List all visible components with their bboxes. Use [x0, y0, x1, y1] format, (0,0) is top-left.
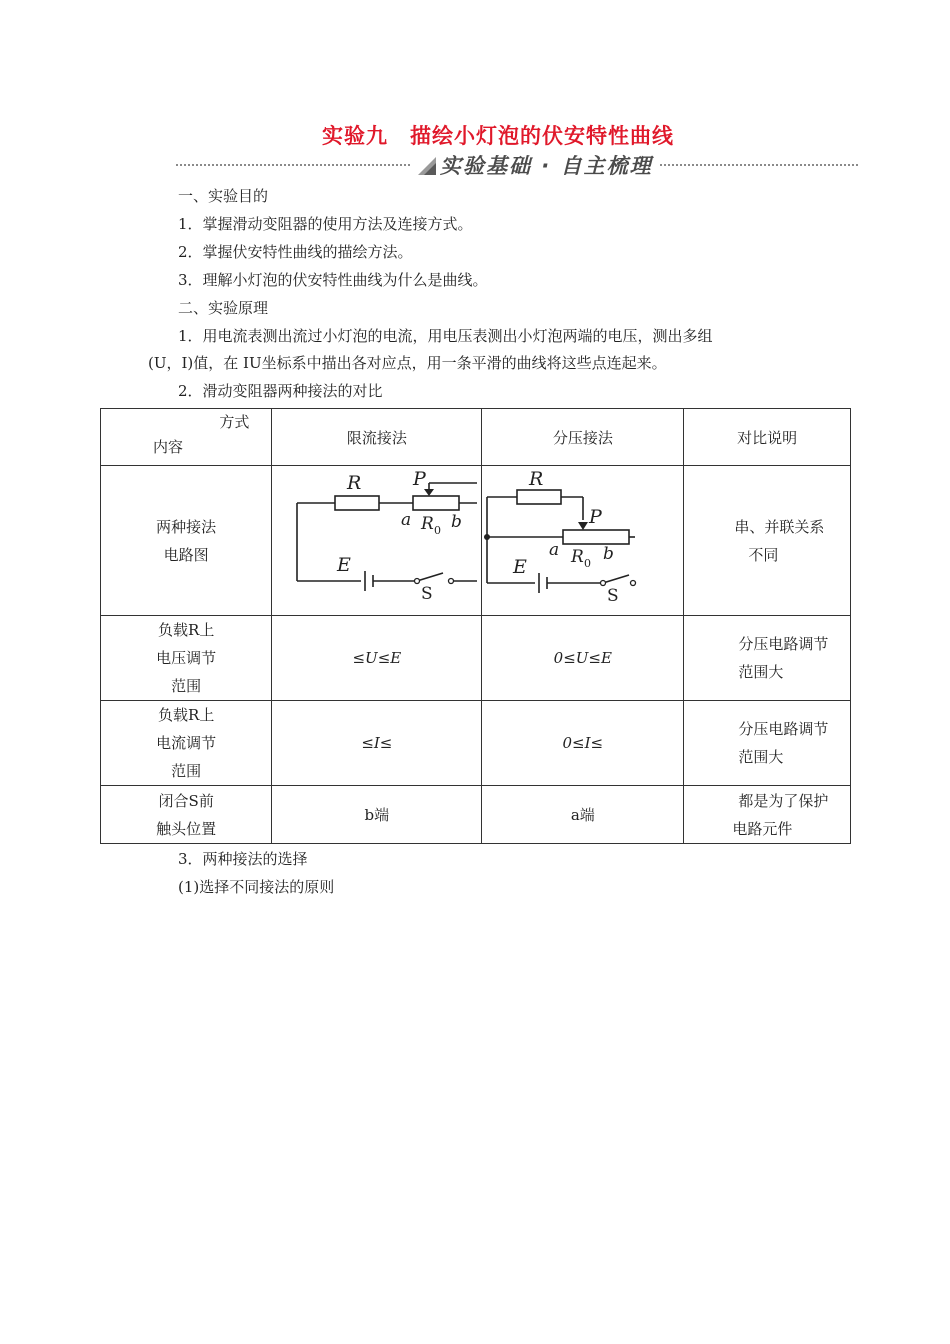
principle-item-1-line-2: (U，I)值，在 IU坐标系中描出各对应点，用一条平滑的曲线将这些点连起来。 [148, 354, 667, 372]
section-heading-purpose: 一、实验目的 [178, 187, 269, 205]
label-E-divider: E [512, 555, 527, 578]
label-R0-sub-divider: 0 [583, 556, 591, 570]
note-current-line-1: 分压电路调节 [738, 720, 829, 738]
header-current-limiting: 限流接法 [272, 409, 482, 466]
page-title: 实验九 描绘小灯泡的伏安特性曲线 [322, 123, 674, 148]
header-corner-cell [101, 409, 272, 466]
note-position-line-2: 电路元件 [732, 819, 793, 838]
note-current-range [684, 701, 851, 786]
section-heading-selection: 3．两种接法的选择 [178, 850, 308, 868]
voltage-divider-current-range: 0≤I≤ [482, 701, 684, 786]
banner-chevron-icon [418, 157, 436, 175]
voltage-divider-slider-position: a端 [482, 786, 684, 844]
header-corner-bottom: 内容 [153, 438, 184, 456]
label-S: S [420, 583, 433, 604]
row-label-circuit-line-2: 电路图 [163, 545, 209, 564]
label-S-divider: S [606, 585, 619, 606]
note-position-line-1: 都是为了保护 [738, 791, 829, 810]
selection-principle: (1)选择不同接法的原则 [178, 878, 335, 896]
label-b: b [450, 511, 462, 532]
voltage-divider-voltage-range: 0≤U≤E [482, 616, 684, 701]
current-limiting-slider-position: b端 [272, 786, 482, 844]
row-label-current-line-2: 电流调节 [156, 734, 217, 752]
purpose-item-2: 2．掌握伏安特性曲线的描绘方法。 [178, 243, 413, 261]
voltage-divider-circuit-cell [482, 466, 684, 616]
row-label-position-line-1: 闭合S前 [158, 791, 214, 810]
current-limiting-circuit-diagram [277, 469, 477, 609]
section-banner [176, 150, 858, 180]
label-R0-sub: 0 [433, 523, 441, 537]
label-a-divider: a [548, 539, 559, 560]
principle-item-2: 2．滑动变阻器两种接法的对比 [178, 382, 383, 400]
row-label-circuit-line-1: 两种接法 [156, 517, 217, 536]
note-circuit [684, 466, 851, 616]
row-label-current-line-1: 负载R上 [158, 706, 215, 724]
purpose-item-3: 3．理解小灯泡的伏安特性曲线为什么是曲线。 [178, 271, 488, 289]
label-R: R [346, 471, 362, 494]
row-label-voltage-line-3: 范围 [171, 677, 202, 695]
header-comparison: 对比说明 [684, 409, 851, 466]
row-label-current-range [101, 701, 272, 786]
label-R0: R [420, 513, 434, 534]
purpose-item-1: 1．掌握滑动变阻器的使用方法及连接方式。 [178, 215, 473, 233]
label-R-divider: R [528, 468, 544, 490]
comparison-table [100, 408, 851, 844]
label-a: a [400, 509, 411, 530]
row-label-voltage-line-1: 负载R上 [158, 621, 215, 639]
header-voltage-divider: 分压接法 [482, 409, 684, 466]
row-label-slider-position [101, 786, 272, 844]
voltage-divider-circuit-diagram [483, 469, 683, 609]
label-P-divider: P [588, 505, 602, 528]
note-circuit-line-1: 串、并联关系 [734, 517, 825, 536]
current-limiting-voltage-range: ≤U≤E [272, 616, 482, 701]
row-label-voltage-range [101, 616, 272, 701]
current-limiting-circuit-cell [272, 466, 482, 616]
note-slider-position [684, 786, 851, 844]
header-corner-top: 方式 [219, 413, 250, 431]
note-current-line-2: 范围大 [738, 748, 784, 766]
note-voltage-line-1: 分压电路调节 [738, 635, 829, 653]
banner-text: 实验基础 · 自主梳理 [440, 154, 653, 178]
row-label-position-line-2: 触头位置 [156, 819, 217, 838]
label-b-divider: b [602, 543, 614, 564]
current-limiting-current-range: ≤I≤ [272, 701, 482, 786]
row-label-voltage-line-2: 电压调节 [156, 649, 217, 667]
principle-item-1-line-1: 1．用电流表测出流过小灯泡的电流，用电压表测出小灯泡两端的电压，测出多组 [178, 327, 713, 345]
banner-label [412, 150, 659, 180]
label-R0-divider: R [570, 546, 584, 567]
label-E: E [336, 553, 351, 576]
note-circuit-line-2: 不同 [748, 545, 779, 564]
row-label-circuit [101, 466, 272, 616]
section-heading-principle: 二、实验原理 [178, 299, 269, 317]
row-label-current-line-3: 范围 [171, 762, 202, 780]
note-voltage-line-2: 范围大 [738, 663, 784, 681]
note-voltage-range [684, 616, 851, 701]
label-P: P [412, 468, 426, 490]
